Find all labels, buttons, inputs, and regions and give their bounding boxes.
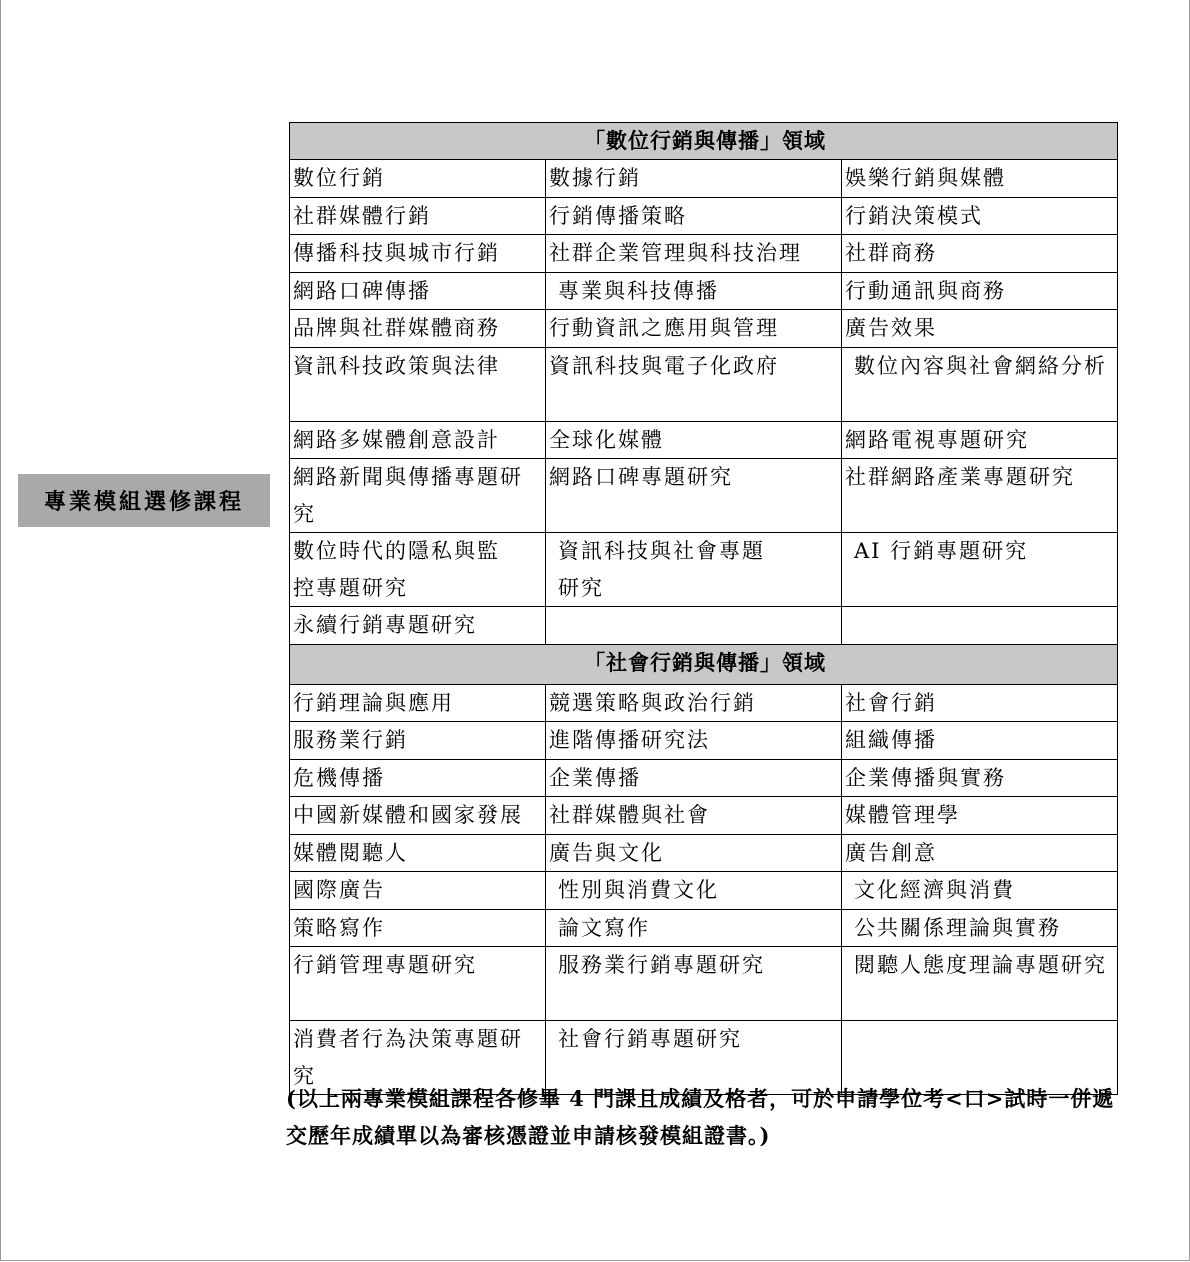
table-cell: 危機傳播 (290, 759, 546, 797)
table-cell: 中國新媒體和國家發展 (290, 797, 546, 835)
table-cell (842, 607, 1118, 645)
course-table (289, 122, 1118, 1095)
table-cell: 服務業行銷專題研究 (546, 947, 842, 1021)
table-cell: 廣告創意 (842, 834, 1118, 872)
table-row (290, 607, 1118, 645)
table-cell: 性別與消費文化 (546, 872, 842, 910)
table-cell: 服務業行銷 (290, 722, 546, 760)
table-cell: 進階傳播研究法 (546, 722, 842, 760)
section-title: 「數位行銷與傳播」領域 (290, 123, 1118, 160)
table-cell: 網路多媒體創意設計 (290, 421, 546, 459)
table-cell: 傳播科技與城市行銷 (290, 235, 546, 273)
table-row (290, 533, 1118, 607)
table-cell: 行銷理論與應用 (290, 684, 546, 722)
table-row (290, 459, 1118, 533)
table-row (290, 759, 1118, 797)
table-cell: 行銷傳播策略 (546, 197, 842, 235)
table-cell: 數據行銷 (546, 160, 842, 198)
table-row (290, 272, 1118, 310)
table-row (290, 235, 1118, 273)
table-cell: 公共關係理論與實務 (842, 909, 1118, 947)
table-cell: 媒體管理學 (842, 797, 1118, 835)
table-row (290, 872, 1118, 910)
table-cell: 資訊科技與電子化政府 (546, 347, 842, 421)
table-row (290, 421, 1118, 459)
table-cell: 全球化媒體 (546, 421, 842, 459)
table-row (290, 347, 1118, 421)
table-cell: 專業與科技傳播 (546, 272, 842, 310)
table-cell: 國際廣告 (290, 872, 546, 910)
table-cell: 廣告效果 (842, 310, 1118, 348)
table-row (290, 310, 1118, 348)
table-cell: 策略寫作 (290, 909, 546, 947)
table-cell: 數位內容與社會網絡分析 (842, 347, 1118, 421)
table-cell: 企業傳播 (546, 759, 842, 797)
table-row (290, 160, 1118, 198)
table-cell (546, 607, 842, 645)
table-cell: 永續行銷專題研究 (290, 607, 546, 645)
table-cell: 社群商務 (842, 235, 1118, 273)
table-cell: 組織傳播 (842, 722, 1118, 760)
table-cell: 網路新聞與傳播專題研究 (290, 459, 546, 533)
table-row (290, 684, 1118, 722)
table-cell: 網路電視專題研究 (842, 421, 1118, 459)
table-row (290, 909, 1118, 947)
table-row (290, 834, 1118, 872)
section-title: 「社會行銷與傳播」領域 (290, 644, 1118, 684)
table-cell: 閱聽人態度理論專題研究 (842, 947, 1118, 1021)
table-cell: 競選策略與政治行銷 (546, 684, 842, 722)
table-cell: 網路口碑專題研究 (546, 459, 842, 533)
table-cell: 行銷管理專題研究 (290, 947, 546, 1021)
table-cell: 數位行銷 (290, 160, 546, 198)
table-row (290, 722, 1118, 760)
table-cell: 媒體閱聽人 (290, 834, 546, 872)
table-cell: AI 行銷專題研究 (842, 533, 1118, 607)
table-cell: 社群媒體行銷 (290, 197, 546, 235)
table-cell: 資訊科技與社會專題研究 (546, 533, 842, 607)
table-cell: 廣告與文化 (546, 834, 842, 872)
table-row (290, 947, 1118, 1021)
table-cell: 社群網路產業專題研究 (842, 459, 1118, 533)
table-cell: 消費者行為決策專題研究 (290, 1021, 546, 1095)
table-row (290, 797, 1118, 835)
table-cell: 數位時代的隱私與監控專題研究 (290, 533, 546, 607)
table-cell: 論文寫作 (546, 909, 842, 947)
table-cell: 企業傳播與實務 (842, 759, 1118, 797)
table-cell: 社群企業管理與科技治理 (546, 235, 842, 273)
table-cell: 社會行銷 (842, 684, 1118, 722)
table-row (290, 197, 1118, 235)
table-cell: 行銷決策模式 (842, 197, 1118, 235)
table-cell: 行動資訊之應用與管理 (546, 310, 842, 348)
table-cell: 品牌與社群媒體商務 (290, 310, 546, 348)
section-header (290, 123, 1118, 160)
module-label: 專業模組選修課程 (18, 474, 270, 527)
section-header (290, 644, 1118, 684)
table-cell: 娛樂行銷與媒體 (842, 160, 1118, 198)
footnote: (以上兩專業模組課程各修畢 4 門課且成績及格者，可於申請學位考<口>試時一併遞交歷年成績單以為審核憑證並申請核發模組證書。) (286, 1086, 1115, 1148)
table-cell: 文化經濟與消費 (842, 872, 1118, 910)
table-cell: 資訊科技政策與法律 (290, 347, 546, 421)
table-cell: 網路口碑傳播 (290, 272, 546, 310)
table-cell: 社會行銷專題研究 (546, 1021, 842, 1095)
table-cell: 社群媒體與社會 (546, 797, 842, 835)
table-cell: 行動通訊與商務 (842, 272, 1118, 310)
